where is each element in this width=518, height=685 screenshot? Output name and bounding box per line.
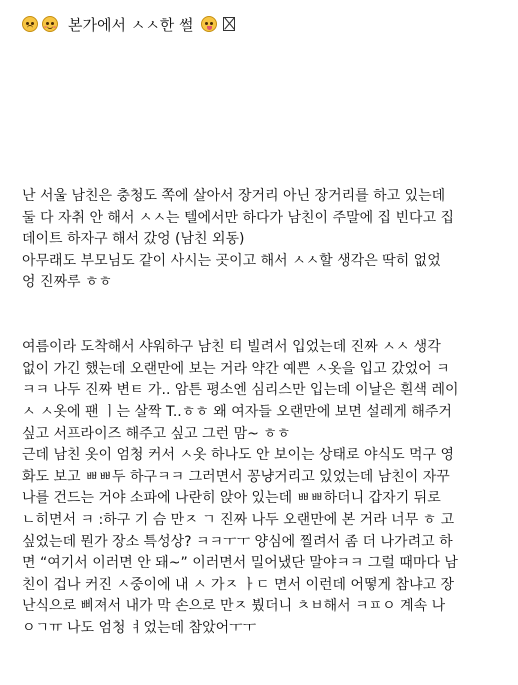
worried-face-icon bbox=[22, 16, 38, 32]
paragraph bbox=[22, 186, 500, 294]
blushing-face-icon bbox=[42, 16, 58, 32]
post-body bbox=[22, 186, 500, 639]
body-line: 아무래도 부모님도 같이 사시는 곳이고 해서 ㅅㅅ할 생각은 딱히 없었 bbox=[22, 252, 441, 269]
body-line: 데이트 하자구 해서 갔엉 (남친 외동) bbox=[22, 231, 245, 248]
body-line: 화도 보고 ㅃㅃ두 하구ㅋㅋ 그러면서 꽁냥거리고 있었는데 남친이 자꾸 bbox=[22, 468, 450, 485]
post-title: 본가에서 ㅅㅅ한 썰 bbox=[68, 15, 194, 34]
body-line: 엉 진짜루 ㅎㅎ bbox=[22, 274, 113, 291]
body-line: ㅋㅋ 나두 진짜 변ㅌ 가.. 암튼 평소엔 심리스만 입는데 이날은 흰색 레이 bbox=[22, 382, 459, 399]
body-line: 근데 남친 옷이 엄청 커서 ㅅ옷 하나도 안 보이는 상태로 야식도 먹구 영 bbox=[22, 447, 455, 464]
tongue-face-icon bbox=[201, 16, 217, 32]
body-line: 난식으로 삐져서 내가 막 손으로 만ㅈ 붰더니 ㅊㅂ해서 ㅋㅍㅇ 계속 나 bbox=[22, 598, 446, 615]
paragraph bbox=[22, 337, 500, 639]
body-line: 친이 겁나 커진 ㅅ중이에 내 ㅅ 가ㅈ ㅏㄷ 면서 이런데 어떻게 참냐고 장 bbox=[22, 576, 455, 593]
body-line: 면 “여기서 이러면 안 돼~” 이러면서 밀어냈단 말야ㅋㅋ 그럴 때마다 남 bbox=[22, 555, 458, 572]
body-line: 나를 건드는 거야 소파에 나란히 앉아 있는데 ㅃㅃ하더니 갑자기 뒤로 bbox=[22, 490, 441, 507]
paragraph-spacer bbox=[22, 294, 500, 337]
body-line: 없이 가긴 했는데 오랜만에 보는 거라 약간 예쁜 ㅅ옷을 입고 갔었어 ㅋ bbox=[22, 360, 450, 377]
body-line: 여름이라 도착해서 샤워하구 남친 티 빌려서 입었는데 진짜 ㅅㅅ 생각 bbox=[22, 339, 441, 356]
body-line: ㄴ히면서 ㅋ :하구 기 슴 만ㅈ ㄱ 진짜 나두 오랜만에 본 거라 너무 ㅎ 고 bbox=[22, 511, 455, 528]
body-line: ㅅ ㅅ옷에 팬 ㅣ는 살짝 T..ㅎㅎ 왜 여자들 오랜만에 보면 설레게 해주거 bbox=[22, 403, 452, 420]
body-line: ㅇㄱㅠ 나도 엄청 ㅕ었는데 참았어ㅜㅜ bbox=[22, 619, 257, 636]
body-line: 둘 다 자취 안 해서 ㅅㅅ는 텔에서만 하다가 남친이 주말에 집 빈다고 집 bbox=[22, 209, 455, 226]
body-line: 싶고 서프라이즈 해주고 싶고 그런 맘~ ㅎㅎ bbox=[22, 425, 291, 442]
body-line: 난 서울 남친은 충청도 쪽에 살아서 장거리 아닌 장거리를 하고 있는데 bbox=[22, 188, 446, 204]
missing-glyph-icon bbox=[223, 17, 235, 31]
body-line: 싶었는데 뭔가 장소 특성상? ㅋㅋㅜㅜ 양심에 찔려서 좀 더 나가려고 하 bbox=[22, 533, 453, 550]
post-header bbox=[22, 10, 235, 38]
